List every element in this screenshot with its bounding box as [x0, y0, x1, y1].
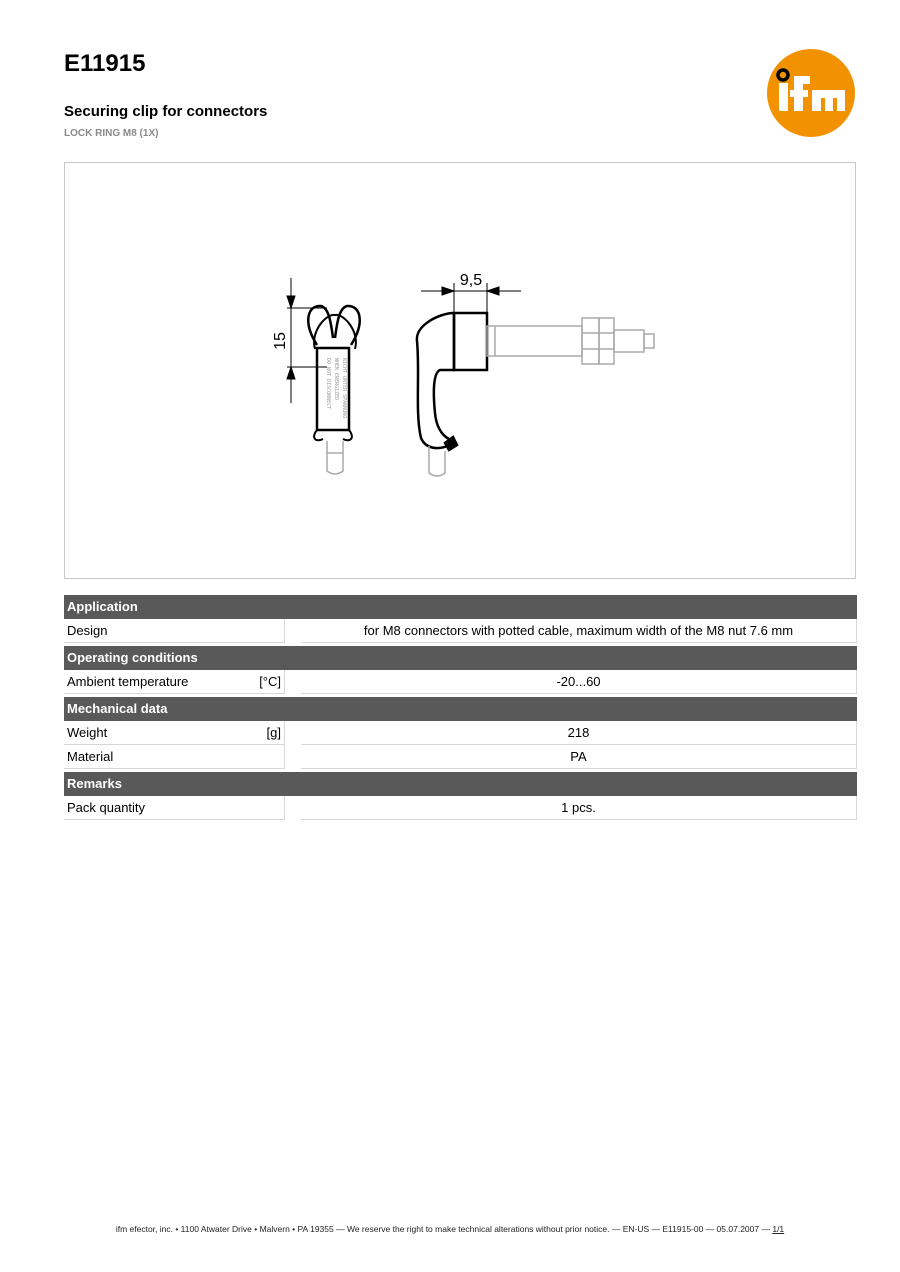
row-value: 218 — [301, 721, 857, 745]
svg-text:DO NOT DISCONNECT: DO NOT DISCONNECT — [325, 358, 331, 410]
section-header-application: Application — [64, 595, 857, 619]
product-title: Securing clip for connectors — [64, 103, 268, 120]
page-footer — [0, 1224, 900, 1234]
dimension-width: 9,5 — [459, 272, 483, 289]
row-label: Pack quantity — [67, 800, 146, 815]
row-label: Weight — [67, 725, 108, 740]
product-drawing — [64, 162, 856, 579]
ifm-logo — [766, 48, 856, 138]
dimension-height: 15 — [272, 332, 289, 350]
table-row — [64, 721, 857, 745]
product-subtitle: LOCK RING M8 (1X) — [64, 128, 159, 139]
footer-text: ifm efector, inc. • 1100 Atwater Drive • Malvern • PA 19355 — We reserve the right to make technical alterations without prior notice. — EN-US — E11915-00 — 05.07.2007 — — [115, 1224, 770, 1234]
table-row — [64, 745, 857, 769]
row-value: -20...60 — [301, 670, 857, 694]
row-value: PA — [301, 745, 857, 769]
table-row — [64, 619, 857, 643]
row-unit: [°C] — [259, 674, 281, 689]
section-header-mechanical-data: Mechanical data — [64, 697, 857, 721]
page-number: 1/1 — [772, 1224, 785, 1234]
svg-text:NICHT UNTER SPANNUNG: NICHT UNTER SPANNUNG — [341, 358, 347, 419]
product-code: E11915 — [64, 50, 146, 77]
row-label: Design — [67, 623, 108, 638]
table-row — [64, 796, 857, 820]
row-label: Material — [67, 749, 114, 764]
svg-text:WHEN ENERGIZED: WHEN ENERGIZED — [333, 358, 339, 401]
row-label: Ambient temperature — [67, 674, 189, 689]
row-value: for M8 connectors with potted cable, maximum width of the M8 nut 7.6 mm — [301, 619, 857, 643]
table-row — [64, 670, 857, 694]
row-unit: [g] — [266, 725, 281, 740]
spec-table — [64, 595, 857, 820]
row-value: 1 pcs. — [301, 796, 857, 820]
section-header-remarks: Remarks — [64, 772, 857, 796]
section-header-operating-conditions: Operating conditions — [64, 646, 857, 670]
